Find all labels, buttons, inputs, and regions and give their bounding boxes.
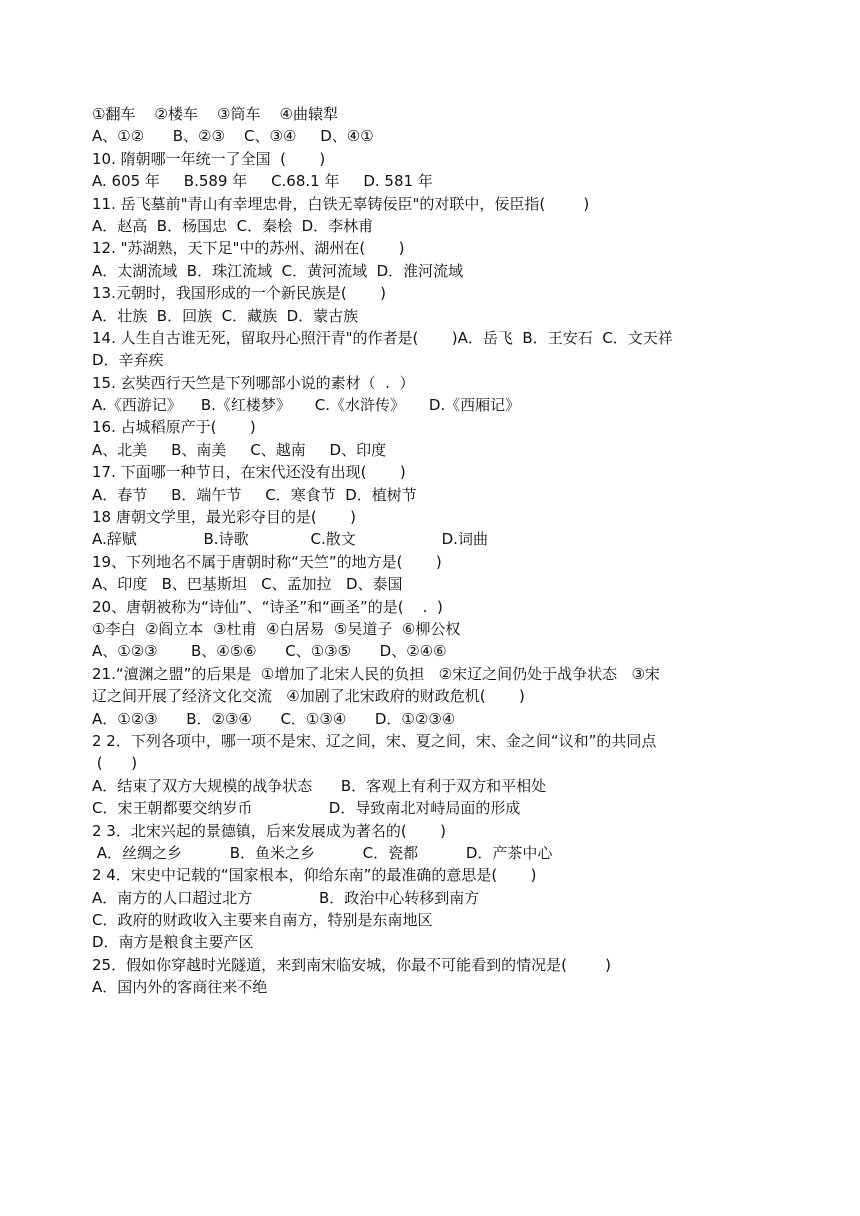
- text-line: 11. 岳飞墓前"青山有幸埋忠骨，白铁无辜铸佞臣"的对联中，佞臣指( ): [92, 194, 590, 213]
- text-line: C．政府的财政收入主要来自南方，特别是东南地区: [92, 911, 433, 930]
- text-line: 16. 占城稻原产于( ): [92, 418, 256, 437]
- text-line: A．赵高 B．杨国忠 C．秦桧 D．李林甫: [92, 216, 374, 235]
- text-line: 12. "苏湖熟，天下足"中的苏州、湖州在( ): [92, 239, 405, 258]
- text-line: 辽之间开展了经济文化交流 ④加剧了北宋政府的财政危机( ): [92, 687, 525, 706]
- text-line: D．南方是粮食主要产区: [92, 933, 254, 952]
- text-line: 18 唐朝文学里，最光彩夺目的是( ): [92, 508, 356, 527]
- text-line: 2 4．宋史中记载的“国家根本，仰给东南”的最准确的意思是( ): [92, 866, 537, 885]
- text-line: 15. 玄奘西行天竺是下列哪部小说的素材（ . ）: [92, 373, 415, 392]
- text-line: 10. 隋朝哪一年统一了全国 ( ): [92, 149, 326, 168]
- text-line: A.《西游记》 B.《红楼梦》 C.《水浒传》 D.《西厢记》: [92, 396, 521, 415]
- text-line: A、北美 B、南美 C、越南 D、印度: [92, 440, 387, 459]
- text-line: A、印度 B、巴基斯坦 C、孟加拉 D、泰国: [92, 575, 403, 594]
- text-line: A．春节 B．端午节 C．寒食节 D．植树节: [92, 485, 417, 504]
- text-line: 21.“澶渊之盟”的后果是 ①增加了北宋人民的负担 ②宋辽之间仍处于战争状态 ③宋: [92, 664, 660, 683]
- text-line: C．宋王朝都要交纳岁币 D．导致南北对峙局面的形成: [92, 799, 521, 818]
- text-line: A．国内外的客商往来不绝: [92, 978, 268, 997]
- document-page: [92, 103, 782, 999]
- text-line: A、①②③ B、④⑤⑥ C、①③⑤ D、②④⑥: [92, 642, 447, 661]
- text-line: 2 2．下列各项中，哪一项不是宋、辽之间，宋、夏之间，宋、金之间“议和”的共同点: [92, 731, 657, 750]
- text-line: A．结束了双方大规模的战争状态 B．客观上有利于双方和平相处: [92, 776, 547, 795]
- text-line: D．辛弃疾: [92, 351, 164, 370]
- text-line: A．丝绸之乡 B．鱼米之乡 C．瓷都 D．产茶中心: [92, 843, 553, 862]
- text-line: A．①②③ B．②③④ C．①③④ D．①②③④: [92, 709, 456, 728]
- text-line: 14. 人生自古谁无死，留取丹心照汗青"的作者是( )A．岳飞 B．王安石 C．文天祥: [92, 328, 673, 347]
- text-line: ①李白 ②阎立本 ③杜甫 ④白居易 ⑤吴道子 ⑥柳公权: [92, 619, 461, 638]
- text-line: A.辞赋 B.诗歌 C.散文 D.词曲: [92, 530, 488, 549]
- text-line: 20、唐朝被称为“诗仙”、“诗圣”和“画圣”的是( . ): [92, 597, 443, 616]
- text-line: A．南方的人口超过北方 B．政治中心转移到南方: [92, 888, 480, 907]
- text-line: ( ): [92, 754, 138, 773]
- text-line: A．壮族 B．回族 C．藏族 D．蒙古族: [92, 306, 359, 325]
- text-line: A．太湖流域 B．珠江流域 C．黄河流域 D．淮河流域: [92, 261, 464, 280]
- text-line: ①翻车 ②楼车 ③筒车 ④曲辕犁: [92, 105, 339, 123]
- text-line: 13.元朝时，我国形成的一个新民族是( ): [92, 284, 386, 303]
- text-line: 19、下列地名不属于唐朝时称“天竺”的地方是( ): [92, 552, 442, 571]
- text-line: A、①② B、②③ C、③④ D、④①: [92, 127, 374, 146]
- text-line: 25．假如你穿越时光隧道，来到南宋临安城，你最不可能看到的情况是( ): [92, 955, 611, 974]
- text-line: 2 3．北宋兴起的景德镇，后来发展成为著名的( ): [92, 821, 446, 840]
- text-line: 17. 下面哪一种节日，在宋代还没有出现( ): [92, 463, 406, 482]
- text-line: A. 605 年 B.589 年 C.68.1 年 D. 581 年: [92, 172, 433, 191]
